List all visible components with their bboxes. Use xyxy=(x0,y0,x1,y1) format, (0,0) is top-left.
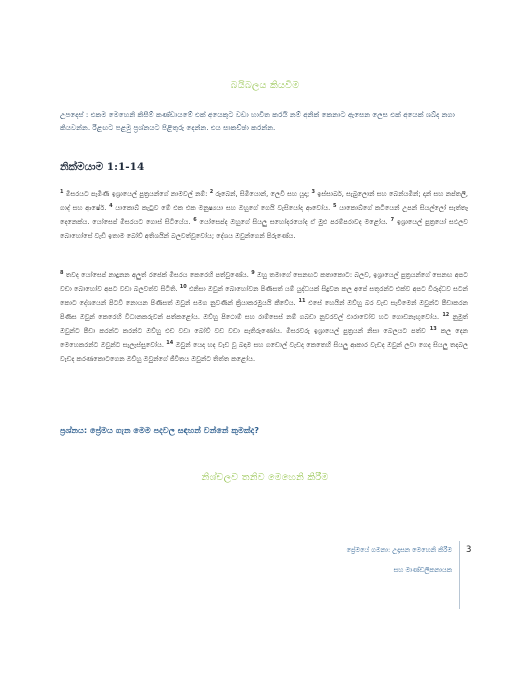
verse-number: 2 xyxy=(209,188,214,195)
verse-text: යෝසෙප්ද ඔහුගේ සියලු සහෝදරයෝද ඒ මුළු පරම්පරාවද මළෝය. xyxy=(196,218,391,226)
verse-text: එසේ හෙයින් ඔව්හු බර වැඩ සැවීමෙන් ඔවුන්ට පීඩාකරන පිණිස ඔවුන් කෙරෙහි විධානකරුවන් පත්කළෝය. ඔව්හු පිථොම් සහ රාම්සෙස් නම් ගබඩා නුවරවල් ඵාරාවෝව හට ගොඩනැඟුවෝය. xyxy=(60,299,468,321)
verse-number: 13 xyxy=(429,325,437,332)
verse-text: යාකොබ් කැටුව මේ එක එක මනුෂ්‍යයා සහ ඔහුගේ ගෙයි වැසියෝද ආවෝය. xyxy=(112,204,333,212)
verse-number: 10 xyxy=(179,283,187,290)
footer-divider xyxy=(459,541,460,609)
silent-reflection-heading: නිශ්චලව තනිව මෙහෙනි කිරීම xyxy=(201,472,329,483)
verse-text: ඔවුන් යෙද හද වැඩ වූ බදාම සහ ගඩොල් වැඩද කෙතෙහි සියලු ආකාර වැඩද ඔවුන් ලවා ගෙද සියලු තදබල වැඩද කරණකොටගෙන ඔව්හු ඔවුන්ගේ ජීවිතය ඔවුන්ට තිත්ත කළෝය. xyxy=(60,341,469,363)
passage-title: නික්මයාම 1:1-14 xyxy=(60,161,145,173)
verse-text: එනිසා ඔවුන් බොහෝවන පිණිසත් යම් යුද්ධයක් සිදුවන කල අපේ සතුරන්ට එක්ව අපට විරුද්ධව සටන් කොට දේශයෙන් පිටවී නොයන පිණිසත් ඔවුන් සමග නුවණින් ක්‍රියාකරමුයයි කීවේය. xyxy=(60,285,468,307)
verse-number: 6 xyxy=(193,216,197,223)
verse-text: ඔහු තමාගේ සෙනඟට කතාකොට: බලව, ඉශ්‍රායෙල් පුත්‍රයන්ගේ සෙනඟ අපට වඩා බොහෝව අපට වඩා බලවත්ව සිටිති. xyxy=(60,271,468,293)
verse-number: 3 xyxy=(311,188,315,195)
verse-number: 9 xyxy=(251,269,255,276)
verse-text: කල දෙන මෙහෙකරන්ට ඔවුන්ට සැලැස්සුවෝය. xyxy=(60,327,468,349)
discussion-question: ප්‍රශ්නය: ප්‍රේමය ගැන මෙම පදවල සඳහන් වන්නේ කුමක්ද? xyxy=(60,425,259,435)
verse-text: රූබෙන්, සිමියොන්, ලෙවි සහ යූදා; xyxy=(213,190,312,198)
footer-subtitle: සහ මාණ්ඩලිකනායක xyxy=(393,566,452,574)
instructions-text: උපදෙස් : එකම මෙහෙනි කිසීම් කණ්ඩායමේ එක් අයෙකුට වඩා හාවිත කරයි නම් අනික් කෙනාට ඇසෙන ලෙස එක් අයෙක් ශබ්ද නගා කියවන්න. රිළඟට පළමු ප්‍රශ්නයට පිළිතුරු දෙන්න. එය සාකච්ඡා කරන්න. xyxy=(60,110,455,132)
footer-title: ප්‍රේමයේ ගමනා: උදෑසන මෙහෙනි කිරීම xyxy=(346,546,452,554)
verse-number: 1 xyxy=(60,188,64,195)
page-number: 3 xyxy=(466,545,472,555)
verse-number: 4 xyxy=(109,202,113,209)
verse-text: මිසරයට පැමිණි ඉශ්‍රායෙල් පුත්‍රයන්ගේ නාමවල් නම්: xyxy=(63,190,210,198)
verse-text: යාකොබ්ගේ කටියෙන් උපන් සියල්ලෝ සැත්තෑ දෙනෙක්ය. යෝසෙප් මිසරයට ගොස් සිටියේය. xyxy=(60,204,468,226)
verse-number: 5 xyxy=(332,202,337,209)
reading-heading: බයිබලය කියවීම xyxy=(230,80,300,91)
verse-number: 7 xyxy=(390,216,395,223)
verse-number: 14 xyxy=(166,339,174,346)
verse-number: 8 xyxy=(60,269,64,276)
verse-text: ඉස්සාඛර්, සැබුලොන් සහ බෙන්යමින්; දාන් සහ නප්තලී, ගාද් සහ ආෂේර්. xyxy=(60,190,469,212)
verses-paragraph-2 xyxy=(60,268,468,366)
verse-text: නුමුත් ඔවුන්ට පීඩා කරන්ට කරන්ට ඔව්හු එඩ වඩා බෝව් වඩ වඩා පැතිරුණෝය. මිසරවරු ඉශ්‍රායෙල් පුත්‍රයන් නිසා බෙලයට පත්ව xyxy=(60,313,468,335)
verse-number: 11 xyxy=(298,297,306,304)
verse-text: ඉශ්‍රායෙල් පුත්‍රයෝ සඵලව බොහෝසේ වැඩී ඉතාම බෝව් අතිශයින් බලවත්වූවෝය; දේශය ඔවුන්ගෙන් පිරුණේය. xyxy=(60,218,468,240)
verses-paragraph-1 xyxy=(60,187,468,243)
verse-number: 12 xyxy=(442,311,450,318)
verse-text: තවද යෝසෙප් නාදුනන අලුත් රජෙක් මිසරය කෙරෙහි පත්වුණේය. xyxy=(63,271,252,279)
